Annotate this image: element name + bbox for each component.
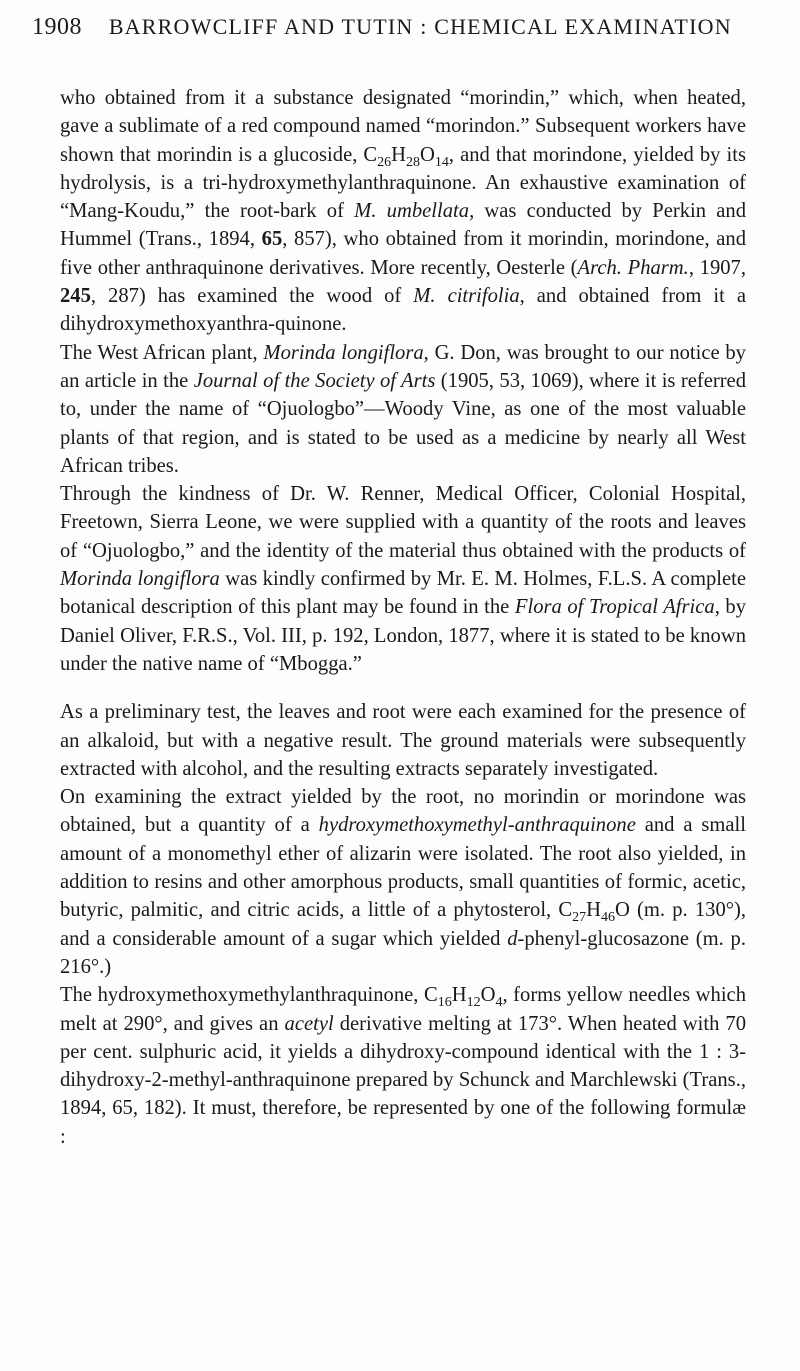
text-run: The hydroxymethoxymethylanthraquinone, C [60,984,438,1007]
text-run: , forms yellow needles which melt at 290°, and gives an [60,984,746,1035]
text-run: , G. Don, was brought to our notice by an article in the [60,341,746,392]
paragraph-p5 [60,783,746,981]
text-run: -phenyl-glucosazone (m. p. 216°.) [60,927,746,978]
text-run: Through the kindness of Dr. W. Renner, Medical Officer, Colonial Hospital, Freetown, Sierra Leone, we were supplied with a quantity of the roots and leaves of “Ojuologbo,” and the identity of the material thus obtained with the products of [60,483,746,562]
subscript: 16 [437,995,452,1011]
subscript: 14 [434,154,449,170]
text-run: , 287) has examined the wood of [90,285,414,308]
italic-text: d [507,927,518,950]
paragraph-p6 [60,981,746,1151]
text-run: O (m. p. 130°), and a considerable amount of a sugar which yielded [60,899,747,950]
running-head [32,14,772,41]
subscript: 4 [495,995,503,1011]
italic-text: Morinda longiflora [60,568,220,591]
text-run: O [480,984,496,1007]
text-run: , 857), who obtained from it morindin, morindone, and five other anthraquinone derivatives. More recently, Oesterle ( [60,228,746,279]
italic-text: M. citrifolia [413,285,520,308]
subscript: 26 [377,154,392,170]
subscript: 28 [406,154,421,170]
italic-text: Flora of Tropical Africa [514,596,715,619]
text-run: , and that morindone, yielded by its hydrolysis, is a tri-hydroxymethylanthraquinone. An exhaustive examination of “Mang-Koudu,” the root-bark of [60,143,746,223]
text-run: , 1907, [688,256,746,279]
subscript: 12 [466,995,481,1011]
italic-text: Arch. Pharm. [577,256,689,279]
text-run: (1905, 53, 1069), where it is referred to, under the name of “Ojuologbo”—Woody Vine, as one of the most valuable plants of that region, and is stated to be used as a medicine by nearly all West African tribes. [60,369,746,477]
text-run: H [586,899,601,922]
paragraph-p4 [60,698,746,783]
text-run: , by Daniel Oliver, F.R.S., Vol. III, p. 192, London, 1877, where it is stated to be known under the native name of “Mbogga.” [60,596,746,675]
italic-text: acetyl [284,1012,334,1035]
paragraph-p3 [60,480,746,678]
text-run: , was conducted by Perkin and Hummel (Trans., 1894, [60,200,746,251]
text-run: , and obtained from it a dihydroxymethoxyanthra-quinone. [60,285,746,336]
volume-number: 65 [261,228,283,251]
subscript: 27 [572,910,587,926]
paragraph-p2 [60,339,746,480]
page-year: 1908 [32,14,82,40]
italic-text: M. umbellata [354,200,470,223]
text-run: derivative melting at 173°. When heated with 70 per cent. sulphuric acid, it yields a dihydroxy-compound identical with the 1 : 3-dihydroxy-2-methyl-anthraquinone prepared by Schunck and Marchlewski (Trans., 1894, 65, 182). It must, therefore, be represented by one of the following formulæ : [60,1012,746,1148]
text-run: H [451,984,467,1007]
running-title: BARROWCLIFF AND TUTIN : CHEMICAL EXAMINATION [108,14,732,39]
italic-text: Morinda longiflora [263,341,424,364]
text-run: H [391,143,407,166]
text-run: O [420,143,435,166]
text-run: and a small amount of a monomethyl ether of alizarin were isolated. The root also yielded, in addition to resins and other amorphous products, small quantities of formic, acetic, butyric, palmitic, and citric acids, a little of a phytosterol, C [60,814,746,922]
text-run: As a preliminary test, the leaves and root were each examined for the presence of an alkaloid, but with a negative result. The ground materials were subsequently extracted with alcohol, and the resulting extracts separately investigated. [60,701,746,780]
text-run: who obtained from it a substance designated “morindin,” which, when heated, gave a sublimate of a red compound named “morindon.” Subsequent workers have shown that morindin is a glucoside, C [60,87,746,166]
volume-number: 245 [60,285,91,308]
italic-text: hydroxymethoxymethyl-anthraquinone [318,814,636,837]
paragraph-p1 [60,84,746,339]
text-run: The West African plant, [60,341,264,364]
article-body [60,84,746,1151]
text-run: was kindly confirmed by Mr. E. M. Holmes, F.L.S. A complete botanical description of this plant may be found in the [60,568,746,619]
text-run: On examining the extract yielded by the root, no morindin or morindone was obtained, but a quantity of a [60,786,746,837]
subscript: 46 [601,910,615,926]
italic-text: Journal of the Society of Arts [193,369,436,392]
